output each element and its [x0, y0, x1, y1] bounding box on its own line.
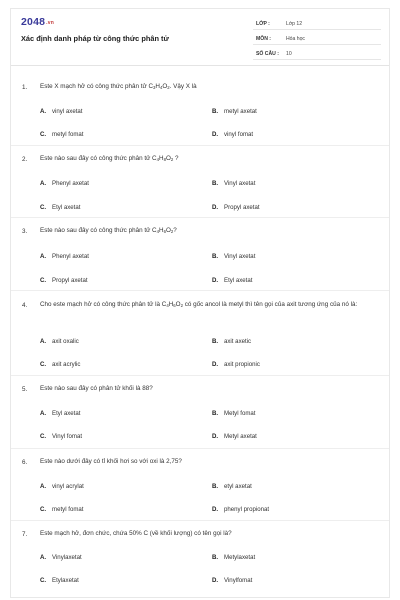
option-letter: D.	[212, 277, 219, 284]
meta-subject-value: Hóa học	[286, 36, 305, 42]
option-text: phenyl propionat	[224, 506, 270, 513]
option-letter: D.	[212, 361, 219, 368]
answer-option[interactable]	[40, 204, 80, 211]
answer-option[interactable]	[40, 554, 82, 561]
question-number: 5.	[22, 386, 28, 393]
answer-option[interactable]	[212, 410, 256, 417]
header-divider	[11, 65, 389, 66]
answer-option[interactable]	[40, 577, 79, 584]
question-number: 3.	[22, 228, 28, 235]
option-text: Phenyl axetat	[52, 180, 89, 187]
answer-option[interactable]	[212, 433, 257, 440]
answer-option[interactable]	[212, 108, 257, 115]
option-letter: C.	[40, 506, 47, 513]
answer-option[interactable]	[212, 338, 251, 345]
answer-option[interactable]	[40, 410, 80, 417]
option-text: Etyl axetat	[52, 410, 81, 417]
option-letter: B.	[212, 410, 219, 417]
option-text: axit propionic	[224, 361, 260, 368]
option-text: axit axetic	[224, 338, 252, 345]
answer-option[interactable]	[212, 180, 255, 187]
question-number: 7.	[22, 531, 28, 538]
option-letter: A.	[40, 410, 47, 417]
option-text: Etyl axetat	[52, 204, 81, 211]
answer-option[interactable]	[40, 506, 84, 513]
question-stem: Cho este mạch hở có công thức phân tử là $C_4H_6O_2$ có gốc ancol là metyl thì tên gọi của axit tương ứng của nó là:	[40, 301, 358, 308]
option-letter: B.	[212, 483, 219, 490]
option-text: Vinyl axetat	[224, 253, 256, 260]
question-separator	[11, 375, 389, 376]
option-text: etyl axetat	[224, 483, 252, 490]
option-text: Vinyl fomat	[52, 433, 83, 440]
meta-subject-label: MÔN :	[256, 36, 271, 42]
option-text: Metyl fomat	[224, 410, 256, 417]
question-separator	[11, 290, 389, 291]
worksheet-page	[10, 8, 390, 598]
answer-option[interactable]	[40, 338, 79, 345]
question-separator	[11, 145, 389, 146]
option-text: axit acrylic	[52, 361, 81, 368]
option-letter: C.	[40, 577, 47, 584]
option-letter: C.	[40, 204, 47, 211]
option-letter: D.	[212, 506, 219, 513]
option-letter: A.	[40, 554, 47, 561]
option-text: Phenyl axetat	[52, 253, 89, 260]
question-stem: Este nào sau đây có công thức phân tử $C_4H_6O_2$?	[40, 227, 177, 234]
answer-option[interactable]	[40, 108, 82, 115]
question-number: 1.	[22, 84, 28, 91]
option-text: Etylaxetat	[52, 577, 79, 584]
question-number: 6.	[22, 459, 28, 466]
brand-logo[interactable]: 2048.vn	[21, 16, 54, 28]
question-separator	[11, 520, 389, 521]
answer-option[interactable]	[212, 483, 252, 490]
option-text: Metylaxetat	[224, 554, 256, 561]
option-letter: D.	[212, 577, 219, 584]
question-number: 4.	[22, 302, 28, 309]
option-letter: D.	[212, 204, 219, 211]
option-text: metyl fomat	[52, 131, 84, 138]
option-letter: B.	[212, 253, 219, 260]
option-letter: A.	[40, 338, 47, 345]
question-number: 2.	[22, 156, 28, 163]
option-text: Vinylfomat	[224, 577, 253, 584]
question-separator	[11, 217, 389, 218]
meta-count-value: 10	[286, 51, 292, 57]
answer-option[interactable]	[212, 361, 260, 368]
option-letter: B.	[212, 554, 219, 561]
question-stem: Este nào sau đây có công thức phân tử $C_4H_8O_2$ ?	[40, 155, 179, 162]
option-letter: C.	[40, 277, 47, 284]
answer-option[interactable]	[212, 506, 269, 513]
answer-option[interactable]	[40, 277, 88, 284]
option-text: axit oxalic	[52, 338, 79, 345]
question-stem: Este nào dưới đây có tỉ khối hơi so với oxi là 2,75?	[40, 458, 182, 465]
meta-class-value: Lớp 12	[286, 21, 303, 27]
option-text: vinyl acrylat	[52, 483, 84, 490]
option-letter: C.	[40, 433, 47, 440]
answer-option[interactable]	[40, 131, 84, 138]
answer-option[interactable]	[40, 253, 89, 260]
option-text: Vinylaxetat	[52, 554, 82, 561]
option-letter: A.	[40, 180, 47, 187]
answer-option[interactable]	[40, 483, 84, 490]
option-text: Etyl axetat	[224, 277, 253, 284]
page-title: Xác định danh pháp từ công thức phân tử	[21, 34, 169, 43]
answer-option[interactable]	[40, 180, 89, 187]
answer-option[interactable]	[212, 253, 255, 260]
meta-class-row	[253, 16, 381, 30]
option-letter: C.	[40, 131, 47, 138]
option-text: Vinyl axetat	[224, 180, 256, 187]
option-text: vinyl fomat	[224, 131, 254, 138]
answer-option[interactable]	[40, 361, 80, 368]
option-letter: D.	[212, 433, 219, 440]
answer-option[interactable]	[212, 204, 260, 211]
option-text: metyl axetat	[224, 108, 257, 115]
answer-option[interactable]	[212, 277, 252, 284]
answer-option[interactable]	[212, 577, 252, 584]
answer-option[interactable]	[212, 131, 253, 138]
meta-class-label: LỚP :	[256, 21, 270, 27]
answer-option[interactable]	[212, 554, 255, 561]
option-text: Propyl axetat	[52, 277, 88, 284]
option-letter: A.	[40, 108, 47, 115]
question-stem: Este X mạch hở có công thức phân tử $C_3H_4O_2$. Vậy X là	[40, 83, 197, 90]
option-text: vinyl axetat	[52, 108, 83, 115]
option-letter: B.	[212, 180, 219, 187]
question-stem: Este nào sau đây có phân tử khối là 88?	[40, 385, 153, 392]
option-letter: A.	[40, 253, 47, 260]
option-text: Metyl axetat	[224, 433, 257, 440]
meta-subject-row	[253, 31, 381, 45]
option-letter: B.	[212, 108, 219, 115]
option-letter: A.	[40, 483, 47, 490]
option-text: metyl fomat	[52, 506, 84, 513]
option-letter: C.	[40, 361, 47, 368]
option-letter: B.	[212, 338, 219, 345]
option-text: Propyl axetat	[224, 204, 260, 211]
option-letter: D.	[212, 131, 219, 138]
answer-option[interactable]	[40, 433, 82, 440]
question-separator	[11, 448, 389, 449]
meta-count-label: SỐ CÂU :	[256, 51, 279, 57]
question-stem: Este mạch hở, đơn chức, chứa 50% C (về khối lượng) có tên gọi là?	[40, 530, 232, 537]
meta-count-row	[253, 46, 381, 60]
